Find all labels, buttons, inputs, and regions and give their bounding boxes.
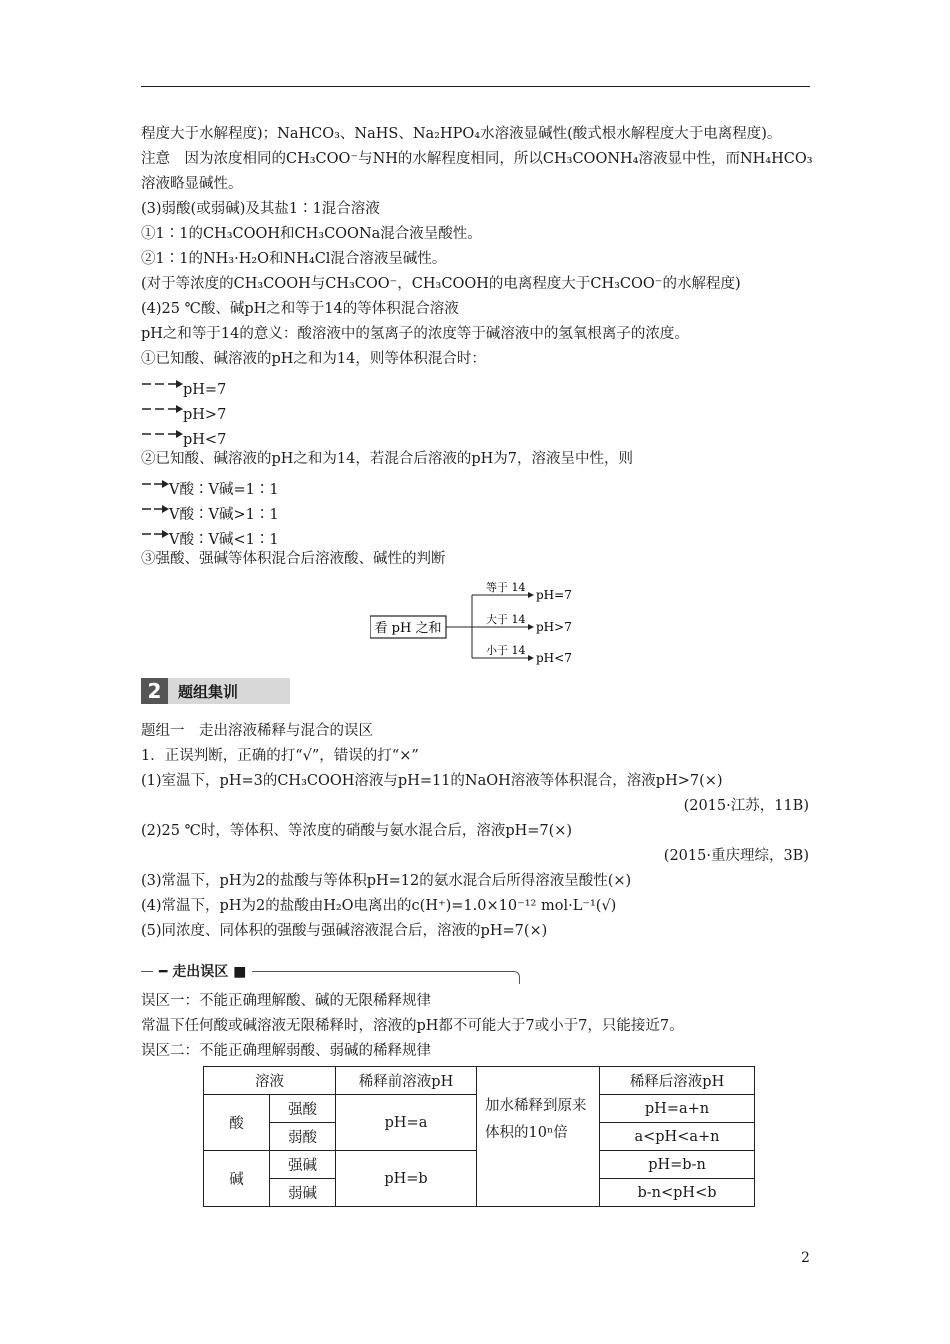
branch-condition: 大于 14 [486,613,526,626]
question-group: 题组一 走出溶液稀释与混合的误区 [141,723,373,739]
page-number: 2 [801,1250,810,1266]
ph-sum-diagram [370,580,600,670]
text-line: pH之和等于14的意义：酸溶液中的氢离子的浓度等于碱溶液中的氢氧根离子的浓度。 [141,326,689,342]
table-cell: pH=a+n [600,1095,755,1123]
arrow-result: V酸∶V碱>1∶1 [169,507,279,523]
branch-result: pH<7 [536,651,572,665]
text-line: 误区二：不能正确理解弱酸、弱碱的稀释规律 [141,1043,431,1059]
section-title: 题组集训 [168,678,290,704]
arrow-icon [141,374,183,400]
source-citation: (2015·重庆理综，3B) [663,848,809,864]
text-line: ①1∶1的CH₃COOH和CH₃COONa混合液呈酸性。 [141,226,482,242]
table-middle-note: 加水稀释到原来体积的10ⁿ倍 [477,1067,600,1207]
question: 1．正误判断，正确的打“√”，错误的打“×” [141,748,419,764]
text-line: ①已知酸、碱溶液的pH之和为14，则等体积混合时： [141,351,486,367]
text-line: 溶液略显碱性。 [141,176,243,192]
arrow-icon [141,424,183,450]
table-cell: pH=a [336,1095,477,1151]
question-item: (3)常温下，pH为2的盐酸与等体积pH=12的氨水混合后所得溶液呈酸性(×) [141,873,632,889]
table-cell: 碱 [204,1151,270,1207]
arrow-result: V酸∶V碱=1∶1 [169,482,279,498]
arrow-icon [141,399,183,425]
branch-result: pH=7 [536,588,572,602]
text-line: ②已知酸、碱溶液的pH之和为14，若混合后溶液的pH为7，溶液呈中性，则 [141,451,634,467]
table-cell: pH=b [336,1151,477,1207]
branch-result: pH>7 [536,620,572,634]
branch-condition: 等于 14 [486,581,526,594]
arrow-icon [141,524,169,550]
table-header: 溶液 [204,1067,336,1095]
section-number: 2 [141,678,168,704]
table-cell: pH=b-n [600,1151,755,1179]
arrow-line [141,474,279,500]
subheading: (4)25 ℃酸、碱pH之和等于14的等体积混合溶液 [141,301,459,317]
text-line: 常温下任何酸或碱溶液无限稀释时，溶液的pH都不可能大于7或小于7，只能接近7。 [141,1018,684,1034]
section-header [141,678,290,704]
table-cell: b-n<pH<b [600,1179,755,1207]
text-line: 程度大于水解程度)；NaHCO₃、NaHS、Na₂HPO₄水溶液显碱性(酸式根水解程度大于电离程度)。 [141,126,782,142]
arrow-line [141,424,226,450]
question-item: (2)25 ℃时，等体积、等浓度的硝酸与氨水混合后，溶液pH=7(×) [141,823,573,839]
table-cell: a<pH<a+n [600,1123,755,1151]
dilution-table [203,1066,755,1207]
arrow-line [141,499,279,525]
text-line: ②1∶1的NH₃·H₂O和NH₄Cl混合溶液呈碱性。 [141,251,447,267]
note-line: 注意 因为浓度相同的CH₃COO⁻与NH的水解程度相同，所以CH₃COONH₄溶液显中性，而NH₄HCO₃ [141,151,813,167]
arrow-icon [141,474,169,500]
source-citation: (2015·江苏，11B) [683,798,809,814]
text-line: (对于等浓度的CH₃COOH与CH₃COO⁻，CH₃COOH的电离程度大于CH₃COO⁻的水解程度) [141,276,741,292]
arrow-icon [141,499,169,525]
arrow-line [141,374,226,400]
arrow-result: pH>7 [183,407,227,423]
question-item: (4)常温下，pH为2的盐酸由H₂O电离出的c(H⁺)=1.0×10⁻¹² mol·L⁻¹(√) [141,898,617,914]
text-line: ③强酸、强碱等体积混合后溶液酸、碱性的判断 [141,551,446,567]
branch-condition: 小于 14 [486,644,526,657]
wrong-area-banner [141,962,519,982]
arrow-line [141,399,226,425]
table-cell: 弱碱 [270,1179,336,1207]
table-cell: 强碱 [270,1151,336,1179]
table-header: 稀释后溶液pH [600,1067,755,1095]
table-cell: 酸 [204,1095,270,1151]
subheading: (3)弱酸(或弱碱)及其盐1∶1混合溶液 [141,201,380,217]
header-rule [141,86,810,87]
table-header: 稀释前溶液pH [336,1067,477,1095]
table-cell: 弱酸 [270,1123,336,1151]
table-cell: 强酸 [270,1095,336,1123]
diagram-box-label: 看 pH 之和 [374,621,442,636]
arrow-result: V酸∶V碱<1∶1 [169,532,279,548]
wrong-area-label: ━ 走出误区 ■ [153,962,252,982]
question-item: (5)同浓度、同体积的强酸与强碱溶液混合后，溶液的pH=7(×) [141,923,548,939]
arrow-result: pH<7 [183,432,227,448]
question-item: (1)室温下，pH=3的CH₃COOH溶液与pH=11的NaOH溶液等体积混合，溶液pH>7(×) [141,773,723,789]
arrow-result: pH=7 [183,382,227,398]
arrow-line [141,524,279,550]
text-line: 误区一：不能正确理解酸、碱的无限稀释规律 [141,993,431,1009]
